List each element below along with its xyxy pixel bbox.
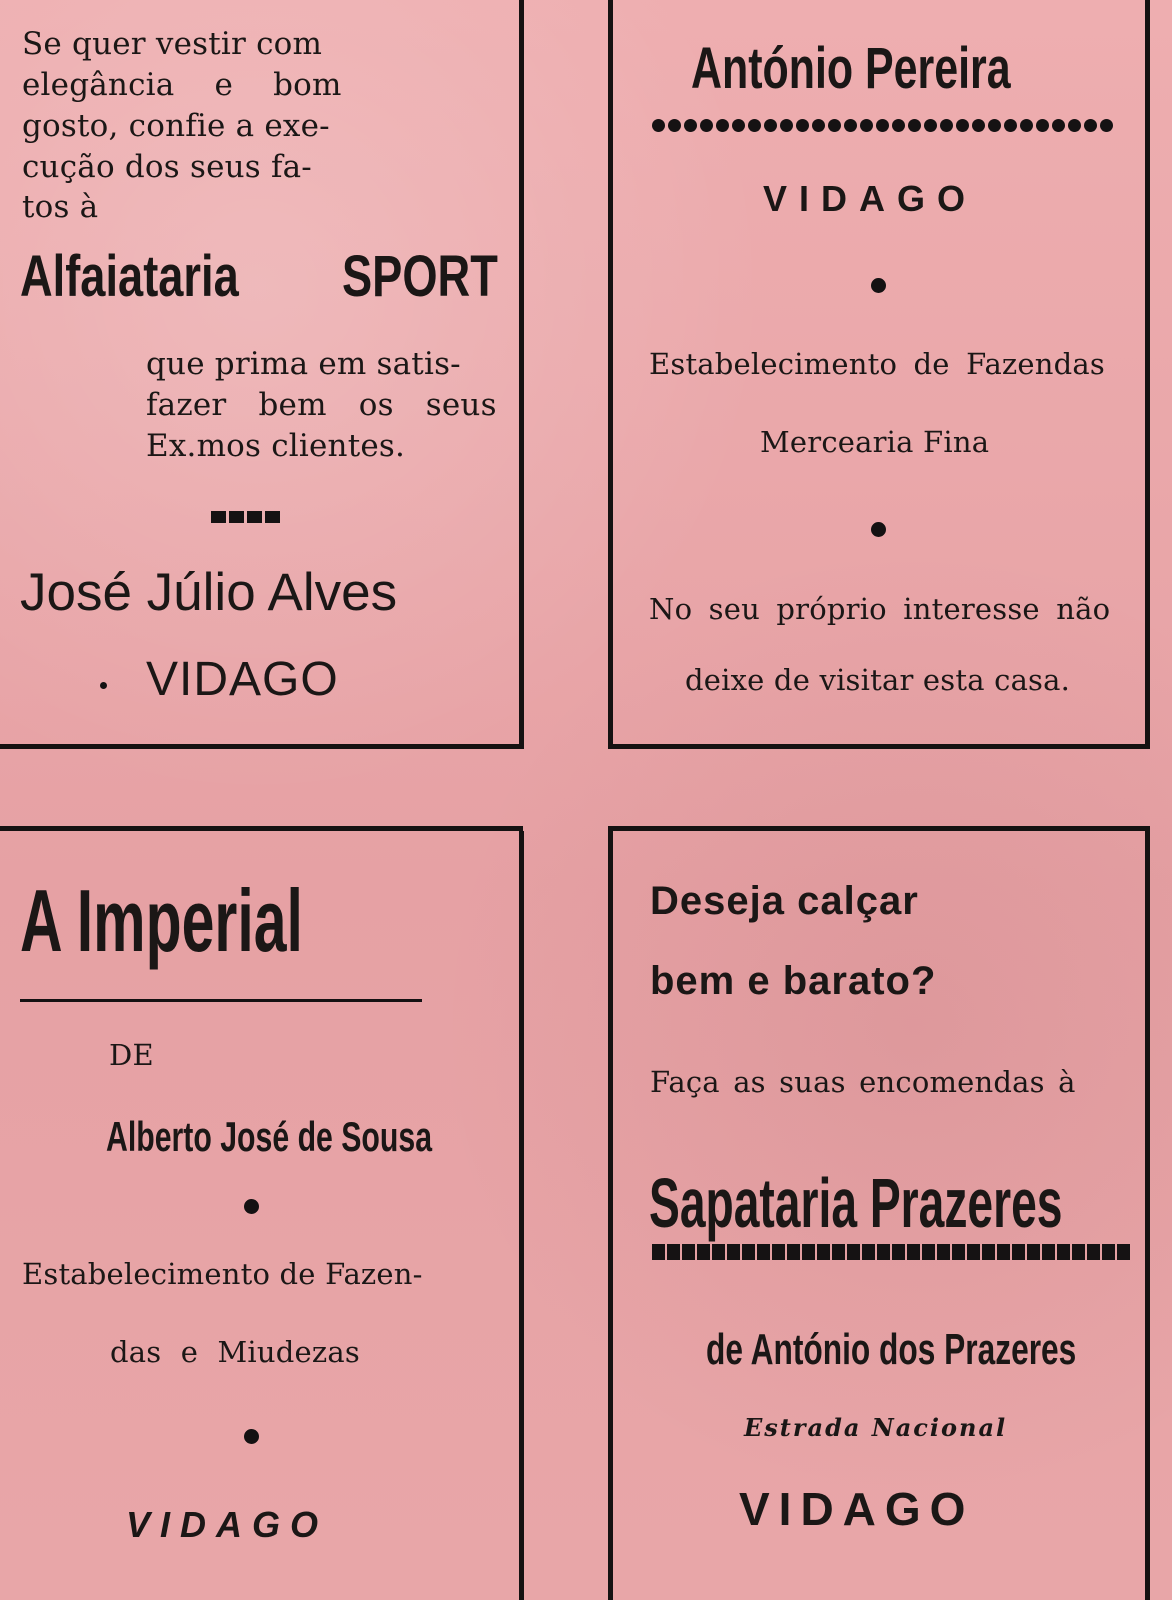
- service-line: Estabelecimento de Fazendas: [649, 347, 1105, 381]
- intro-line: gosto, confie a exe-: [22, 108, 330, 144]
- square-bar-separator: [652, 1244, 1130, 1260]
- location-label: VIDAGO: [126, 1504, 329, 1545]
- center-dot-ornament: [871, 278, 886, 293]
- description-line: Estabelecimento de Fazen-: [22, 1257, 423, 1291]
- center-dot-ornament: [244, 1429, 259, 1444]
- dotted-separator: [652, 119, 1113, 132]
- business-name: Sapataria Prazeres: [649, 1164, 1063, 1242]
- intro-line: tos à: [22, 189, 99, 225]
- location-label: VIDAGO: [763, 178, 978, 219]
- intro-line: elegância e bom: [22, 67, 342, 103]
- business-name-left: Alfaiataria: [20, 244, 239, 309]
- closing-line: deixe de visitar esta casa.: [685, 663, 1071, 697]
- tagline-line: Ex.mos clientes.: [146, 428, 406, 464]
- top-center-left-rule: [519, 0, 524, 749]
- owner-line: de António dos Prazeres: [706, 1325, 1077, 1374]
- upper-left-horizontal-rule: [0, 744, 523, 749]
- description-line: das e Miudezas: [110, 1335, 360, 1369]
- owner-name: Alberto José de Sousa: [106, 1113, 433, 1160]
- order-line: Faça as suas encomendas à: [650, 1065, 1076, 1099]
- owner-name: José Júlio Alves: [20, 563, 398, 622]
- owner-name: António Pereira: [691, 36, 1011, 101]
- intro-line: Se quer vestir com: [22, 26, 323, 62]
- bottom-center-left-rule: [519, 831, 524, 1600]
- business-name-right: SPORT: [342, 244, 498, 309]
- address-line: Estrada Nacional: [744, 1413, 1008, 1442]
- a-imperial-ad: [0, 831, 519, 1600]
- tagline-line: fazer bem os seus: [146, 387, 497, 423]
- question-line: bem e barato?: [650, 959, 937, 1003]
- tagline-line: que prima em satis-: [146, 346, 461, 382]
- small-dot-ornament: [100, 682, 107, 689]
- question-line: Deseja calçar: [650, 879, 919, 923]
- intro-line: cução dos seus fa-: [22, 149, 312, 185]
- business-name: A Imperial: [20, 871, 303, 970]
- bottom-right-edge-rule: [1145, 831, 1150, 1600]
- service-line: Mercearia Fina: [760, 425, 990, 459]
- alfaiataria-sport-ad: [0, 0, 519, 744]
- sapataria-prazeres-ad: [613, 831, 1145, 1600]
- antonio-pereira-ad: [613, 0, 1145, 744]
- top-right-edge-rule: [1145, 0, 1150, 744]
- center-dot-ornament: [244, 1199, 259, 1214]
- by-label: DE: [109, 1038, 154, 1072]
- closing-line: No seu próprio interesse não: [649, 592, 1111, 626]
- location-label: VIDAGO: [146, 653, 339, 706]
- center-dot-ornament: [871, 522, 886, 537]
- ornamental-square-separator: [211, 511, 280, 523]
- title-underline: [20, 999, 422, 1002]
- location-label: VIDAGO: [739, 1483, 975, 1535]
- upper-right-horizontal-rule: [608, 744, 1150, 749]
